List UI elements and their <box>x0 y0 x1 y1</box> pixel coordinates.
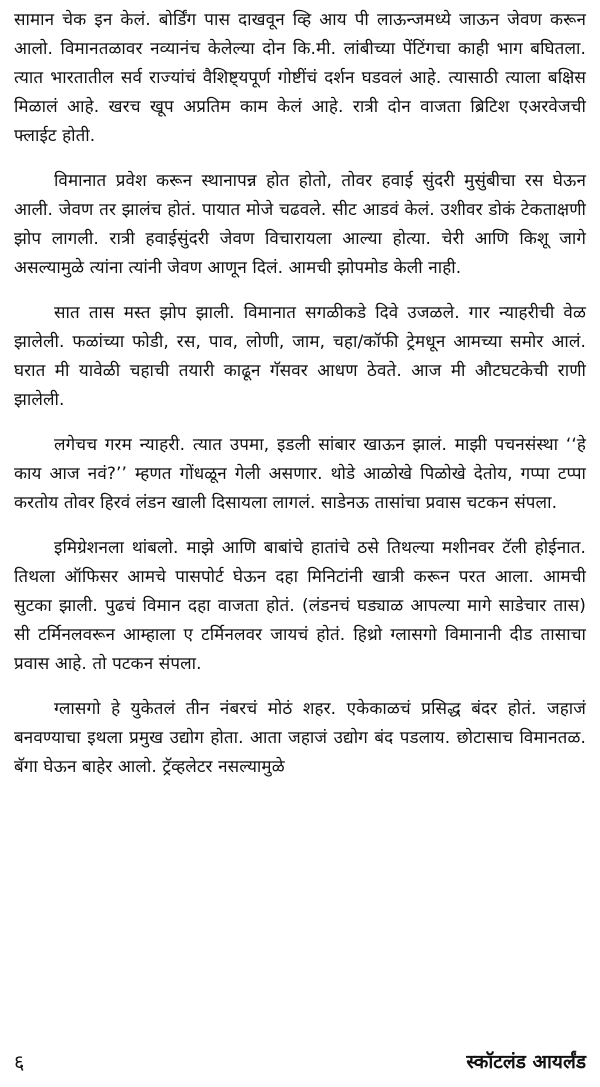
page-body <box>14 6 586 782</box>
page-footer <box>14 1046 586 1076</box>
paragraph-6: ग्लासगो हे युकेतलं तीन नंबरचं मोठं शहर. एकेकाळचं प्रसिद्ध बंदर होतं. जहाजं बनवण्याचा इथला प्रमुख उद्योग होता. आता जहाजं उद्योग बंद पडलाय. छोटासाच विमानतळ. बॅगा घेऊन बाहेर आलो. ट्रॅव्हलेटर नसल्यामुळे <box>14 699 586 777</box>
paragraph-1: सामान चेक इन केलं. बोर्डिंग पास दाखवून व्हि आय पी लाऊन्जमध्ये जाऊन जेवण करून आलो. विमानतळावर नव्यानंच केलेल्या दोन कि.मी. लांबीच्या पेंटिंगचा काही भाग बघितला. त्यात भारतातील सर्व राज्यांचं वैशिष्ट्यपूर्ण गोष्टींचं दर्शन घडवलं आहे. त्यासाठी त्याला बक्षिस मिळालं आहे. खरच खूप अप्रतिम काम केलं आहे. रात्री दोन वाजता ब्रिटिश एअरवेजची फ्लाईट होती. <box>14 10 586 146</box>
page-number: ६ <box>14 1049 25 1074</box>
running-title: स्कॉटलंड आयर्लंड <box>466 1051 586 1073</box>
paragraph-5: इमिग्रेशनला थांबलो. माझे आणि बाबांचे हातांचे ठसे तिथल्या मशीनवर टॅली होईनात. तिथला ऑफिसर आमचे पासपोर्ट घेऊन दहा मिनिटांनी खात्री करून परत आला. आमची सुटका झाली. पुढचं विमान दहा वाजता होतं. (लंडनचं घड्याळ आपल्या मागे साडेचार तास) सी टर्मिनलवरून आम्हाला ए टर्मिनलवर जायचं होतं. हिथ्रो ग्लासगो विमानानी दीड तासाचा प्रवास आहे. तो पटकन संपला. <box>14 538 586 674</box>
paragraph-3: सात तास मस्त झोप झाली. विमानात सगळीकडे दिवे उजळले. गार न्याहरीची वेळ झालेली. फळांच्या फोडी, रस, पाव, लोणी, जाम, चहा/कॉफी ट्रेमधून आमच्या समोर आलं. घरात मी यावेळी चहाची तयारी काढून गॅसवर आधण ठेवते. आज मी औटघटकेची राणी झालेली. <box>14 303 586 410</box>
paragraph-2: विमानात प्रवेश करून स्थानापन्न होत होतो, तोवर हवाई सुंदरी मुसुंबीचा रस घेऊन आली. जेवण तर झालंच होतं. पायात मोजे चढवले. सीट आडवं केलं. उशीवर डोकं टेकताक्षणी झोप लागली. रात्री हवाईसुंदरी जेवण विचारायला आल्या होत्या. चेरी आणि किशू जागे असल्यामुळे त्यांना त्यांनी जेवण आणून दिलं. आमची झोपमोड केली नाही. <box>14 171 586 278</box>
paragraph-4: लगेचच गरम न्याहरी. त्यात उपमा, इडली सांबार खाऊन झालं. माझी पचनसंस्था ‘‘हे काय आज नवं?’’ म्हणत गोंधळून गेली असणार. थोडे आळोखे पिळोखे देतोय, गप्पा टप्पा करतोय तोवर हिरवं लंडन खाली दिसायला लागलं. साडेनऊ तासांचा प्रवास चटकन संपला. <box>14 435 586 513</box>
